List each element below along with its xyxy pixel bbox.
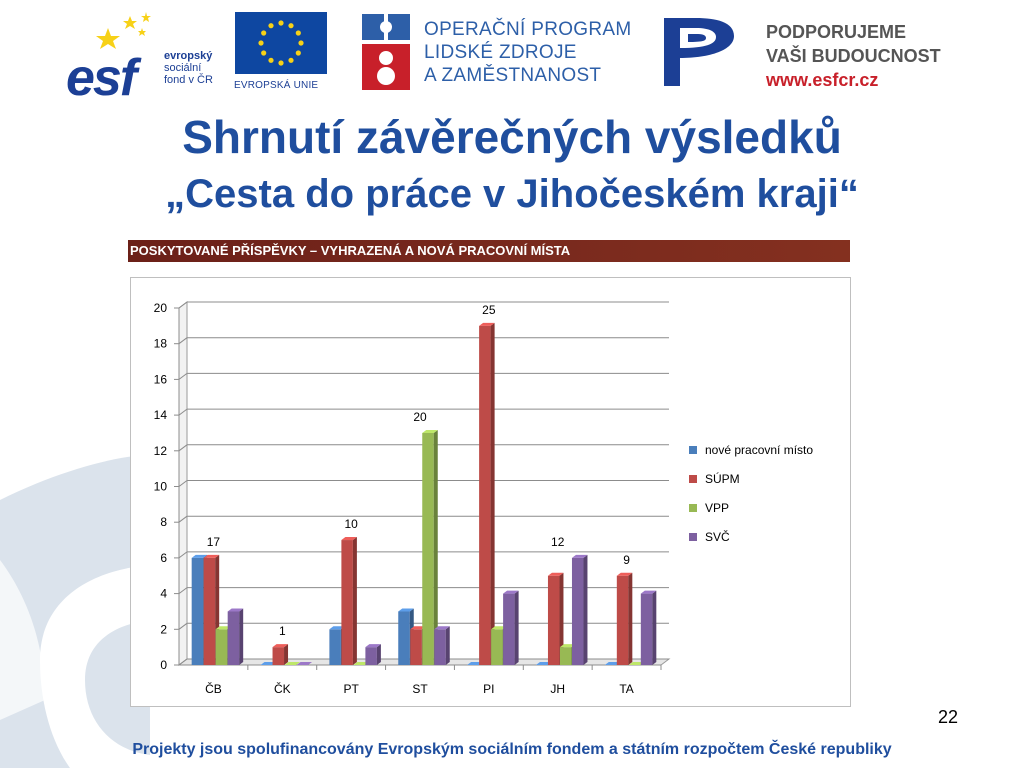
bar	[398, 611, 410, 665]
bar	[560, 647, 572, 665]
bar	[204, 558, 216, 665]
y-tick-label: 12	[153, 443, 167, 458]
eu-flag-icon	[235, 12, 327, 74]
bar	[422, 433, 434, 665]
total-data-label: 20	[413, 409, 427, 424]
bar-side	[515, 591, 519, 665]
bar	[503, 594, 515, 665]
total-data-label: 12	[551, 534, 565, 549]
bar-side	[284, 644, 288, 665]
bar	[273, 647, 285, 665]
total-data-label: 9	[623, 552, 630, 567]
y-tick-label: 20	[153, 301, 167, 315]
bar	[216, 629, 228, 665]
legend-swatch	[689, 504, 697, 512]
y-tick-label: 18	[153, 336, 167, 351]
y-tick-label: 2	[160, 622, 167, 637]
logo-bar	[66, 10, 956, 107]
bar-side	[583, 555, 587, 665]
bar	[641, 594, 653, 665]
y-tick-label: 16	[153, 372, 167, 387]
legend-label: nové pracovní místo	[705, 443, 814, 457]
esf-stars-icon	[86, 10, 166, 50]
esf-logo-mark: esf	[66, 49, 136, 107]
bar	[548, 576, 560, 665]
bar	[192, 558, 204, 665]
y-tick-label: 10	[153, 479, 167, 494]
chart-banner: POSKYTOVANÉ PŘÍSPĚVKY – VYHRAZENÁ A NOVÁ PRACOVNÍ MÍSTA	[128, 240, 850, 262]
chart-frame	[130, 277, 851, 707]
op-puzzle-icon	[360, 12, 412, 92]
bar-side	[353, 537, 357, 665]
bar	[329, 629, 341, 665]
legend-swatch	[689, 475, 697, 483]
bar-side	[628, 573, 632, 665]
total-data-label: 10	[344, 517, 358, 532]
pod-logo-icon	[660, 14, 740, 90]
bar-side	[652, 591, 656, 665]
bar-side	[491, 323, 495, 665]
total-data-label: 25	[482, 302, 496, 317]
pod-logo-text: PODPORUJEME VAŠI BUDOUCNOST www.esfcr.cz	[766, 22, 941, 90]
x-tick-label: ČK	[273, 682, 291, 696]
bar-chart	[131, 278, 852, 708]
bar	[479, 326, 491, 665]
bar-side	[239, 608, 243, 665]
eu-logo-label: EVROPSKÁ UNIE	[234, 80, 319, 91]
legend-label: SÚPM	[705, 472, 740, 486]
bar-side	[446, 626, 450, 665]
bar	[572, 558, 584, 665]
legend-swatch	[689, 446, 697, 454]
x-tick-label: PI	[483, 682, 495, 696]
y-tick-label: 6	[160, 550, 167, 565]
bar	[365, 647, 377, 665]
bar	[491, 629, 503, 665]
op-logo-text: OPERAČNÍ PROGRAM LIDSKÉ ZDROJE A ZAMĚSTNANOST	[424, 19, 632, 86]
x-tick-label: ST	[412, 682, 428, 696]
legend-swatch	[689, 533, 697, 541]
x-tick-label: ČB	[205, 682, 222, 696]
y-tick-label: 8	[160, 515, 167, 530]
bar	[617, 576, 629, 665]
total-data-label: 1	[278, 624, 286, 639]
slide-subtitle: „Cesta do práce v Jihočeském kraji“	[165, 172, 859, 216]
total-data-label: 17	[206, 534, 221, 549]
legend-label: VPP	[705, 501, 730, 515]
x-tick-label: JH	[550, 682, 566, 696]
bar	[434, 629, 446, 665]
footer-text: Projekty jsou spolufinancovány Evropským sociálním fondem a státním rozpočtem České republiky	[132, 741, 892, 758]
y-tick-label: 4	[160, 586, 167, 601]
y-tick-label: 0	[160, 658, 167, 672]
legend-label: SVČ	[705, 530, 730, 544]
y-tick-label: 14	[153, 408, 167, 423]
esf-logo-text: evropský sociální fond v ČR	[164, 50, 213, 86]
bar-side	[377, 644, 381, 665]
bar	[341, 540, 353, 665]
x-tick-label: PT	[343, 682, 359, 696]
bar	[228, 611, 240, 665]
slide-title: Shrnutí závěrečných výsledků	[182, 111, 842, 163]
x-tick-label: TA	[619, 682, 634, 696]
page-number: 22	[938, 707, 959, 727]
bar	[410, 629, 422, 665]
